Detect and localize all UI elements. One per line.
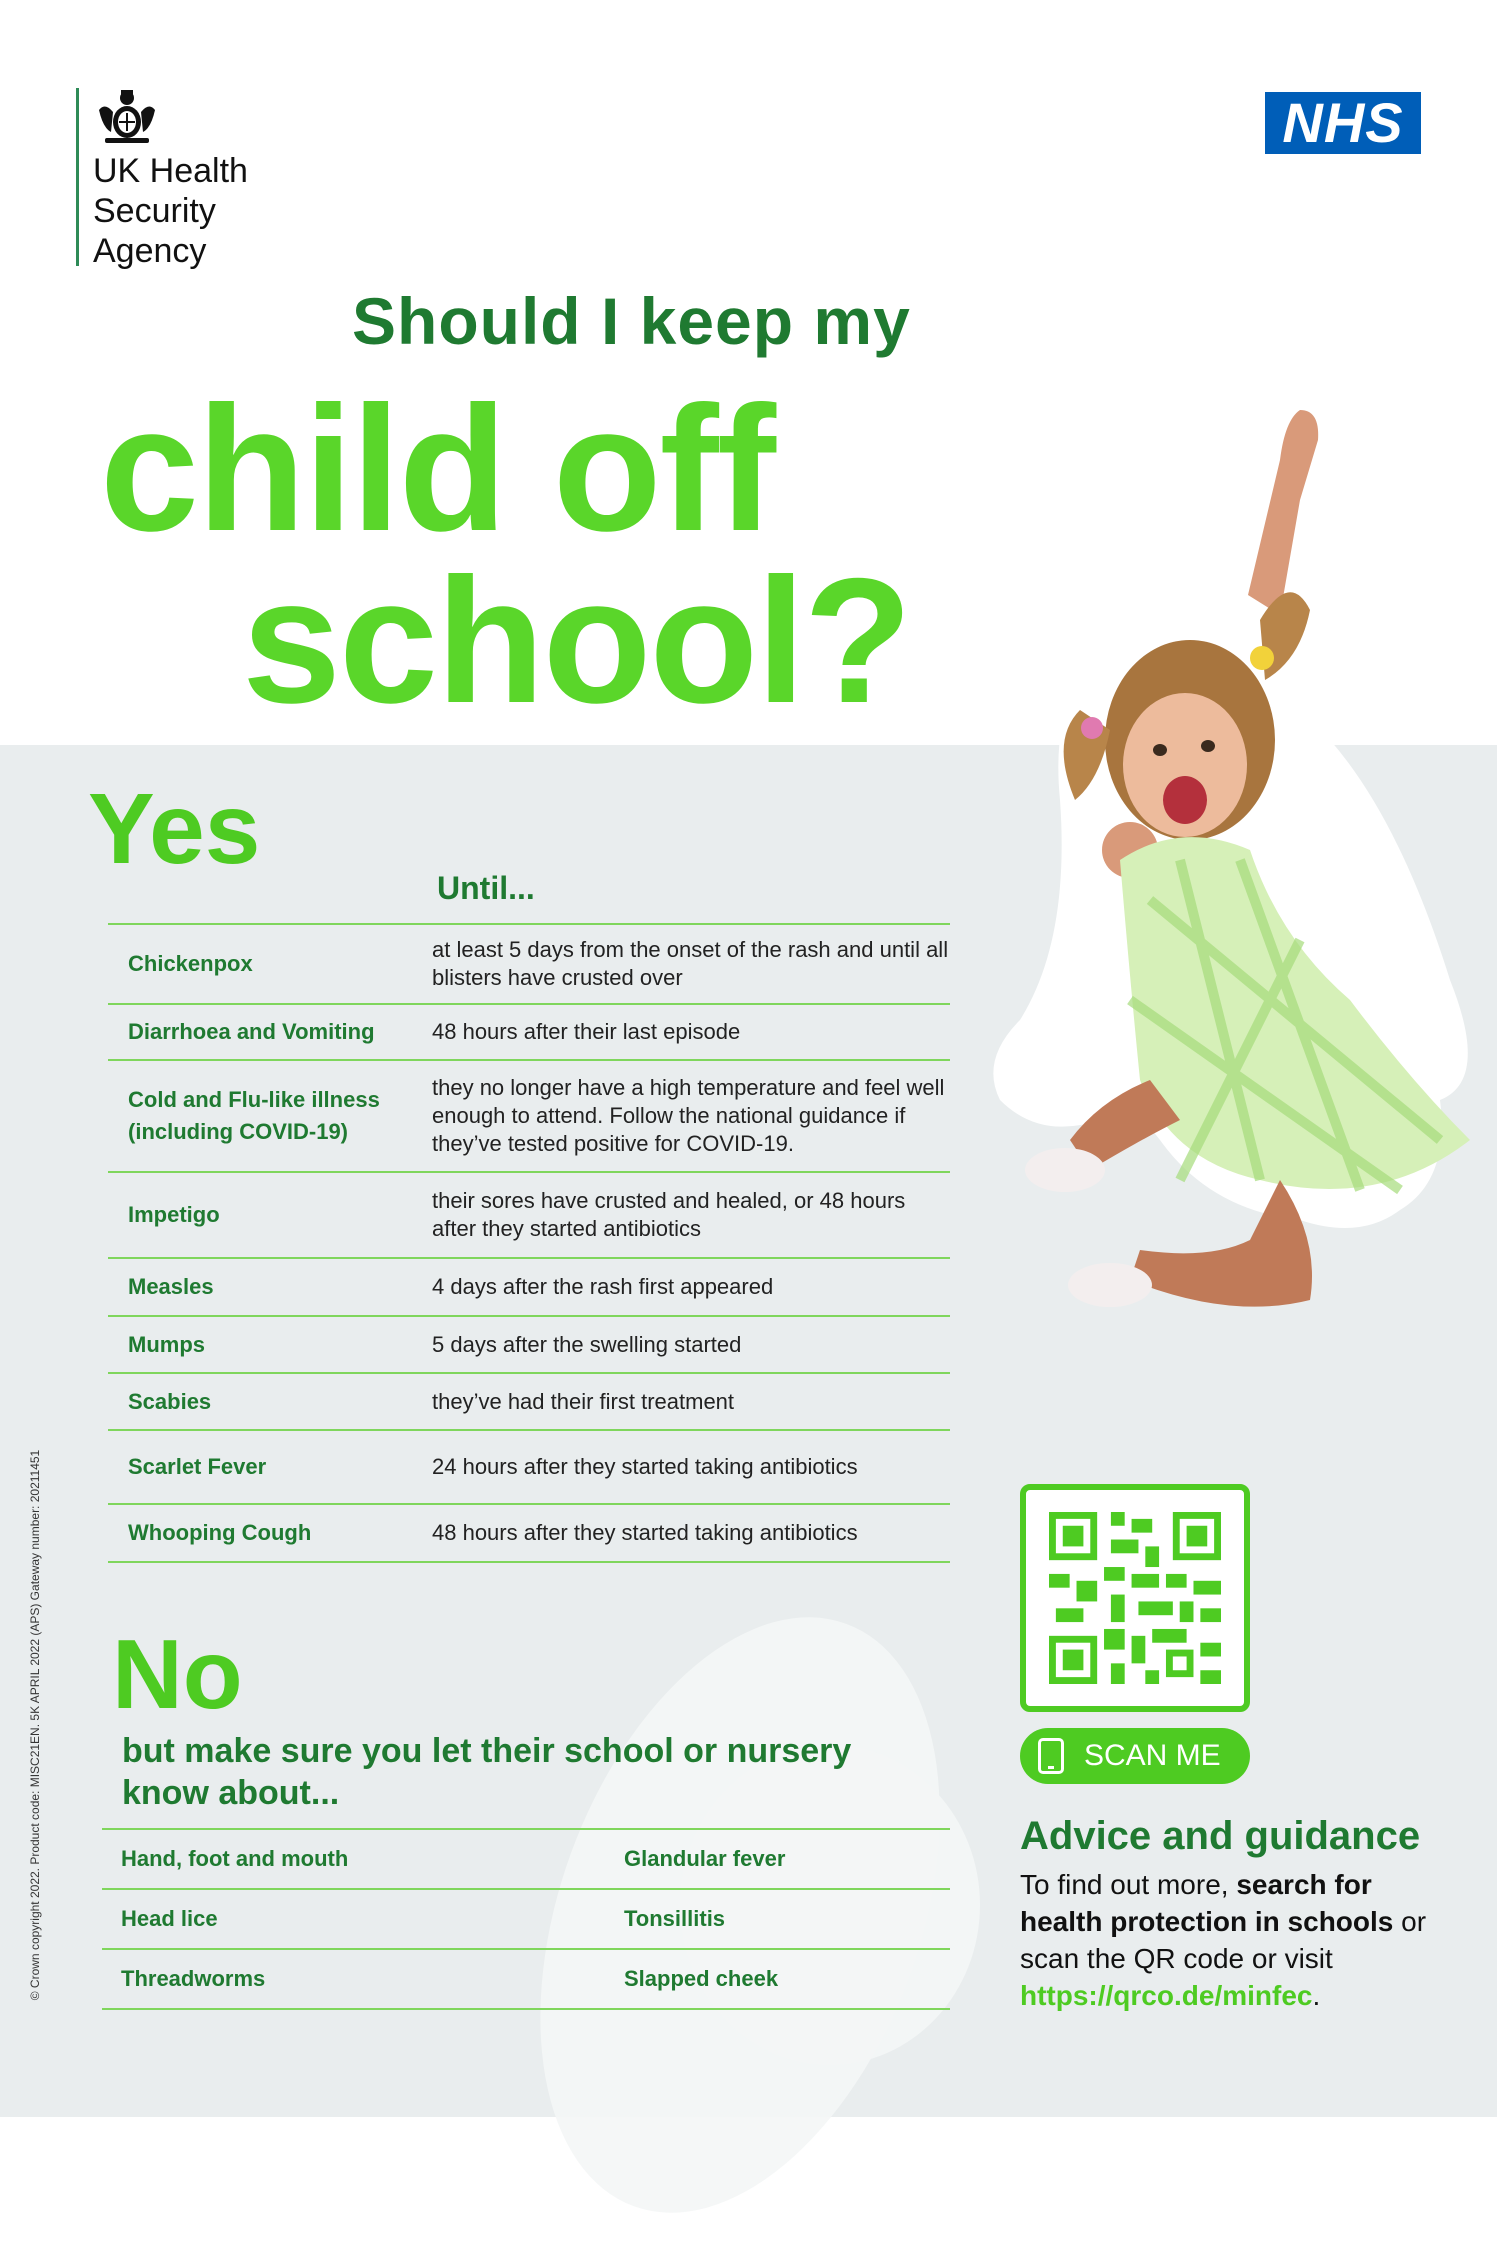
- table-row: [102, 1889, 950, 1949]
- condition-name: Threadworms: [102, 1949, 605, 2009]
- headline-big-line-2: school?: [242, 541, 911, 740]
- condition-name: Impetigo: [108, 1172, 431, 1258]
- table-row: [108, 1504, 950, 1562]
- condition-until: 4 days after the rash first appeared: [431, 1258, 950, 1316]
- condition-name: Tonsillitis: [605, 1889, 950, 1949]
- qr-code[interactable]: [1020, 1484, 1250, 1712]
- condition-name: Cold and Flu-like illness (including COVID-19): [108, 1060, 431, 1172]
- yes-heading: Yes: [88, 773, 261, 885]
- until-heading: Until...: [437, 870, 535, 906]
- nhs-logo: NHS: [1265, 92, 1421, 154]
- jumping-girl-illustration: [980, 380, 1497, 1500]
- table-row: [108, 1316, 950, 1373]
- yes-conditions-table: [108, 923, 950, 1563]
- condition-name: Scabies: [108, 1373, 431, 1430]
- advice-text: [1020, 1866, 1460, 2014]
- condition-name: Scarlet Fever: [108, 1430, 431, 1504]
- condition-until: at least 5 days from the onset of the rash and until all blisters have crusted over: [431, 924, 950, 1004]
- qr-code-icon: [1048, 1512, 1222, 1684]
- condition-name: Whooping Cough: [108, 1504, 431, 1562]
- table-row: [108, 1258, 950, 1316]
- condition-until: their sores have crusted and healed, or 48 hours after they started antibiotics: [431, 1172, 950, 1258]
- copyright-note: [20, 1445, 50, 2005]
- condition-name: Measles: [108, 1258, 431, 1316]
- table-row: [108, 924, 950, 1004]
- condition-until: 48 hours after their last episode: [431, 1004, 950, 1060]
- condition-name: Slapped cheek: [605, 1949, 950, 2009]
- advice-heading: Advice and guidance: [1020, 1814, 1421, 1858]
- no-conditions-table: [102, 1828, 950, 2010]
- headline-question: Should I keep my: [352, 284, 911, 358]
- table-row: [102, 1949, 950, 2009]
- condition-until: they’ve had their first treatment: [431, 1373, 950, 1430]
- condition-name: Glandular fever: [605, 1829, 950, 1889]
- condition-name: Hand, foot and mouth: [102, 1829, 605, 1889]
- no-heading: No: [112, 1619, 243, 1729]
- advice-text-part: To find out more,: [1020, 1869, 1237, 1900]
- condition-until: 48 hours after they started taking antibiotics: [431, 1504, 950, 1562]
- condition-name: Diarrhoea and Vomiting: [108, 1004, 431, 1060]
- royal-crest-icon: [93, 88, 161, 146]
- agency-name-line: UK Health: [93, 152, 248, 190]
- condition-name: Chickenpox: [108, 924, 431, 1004]
- headline-big-line-1: child off: [100, 369, 775, 568]
- advice-search-term: search for health protection in schools: [1020, 1869, 1394, 1937]
- table-row: [102, 1829, 950, 1889]
- advice-link[interactable]: https://qrco.de/minfec: [1020, 1980, 1313, 2011]
- table-row: [108, 1004, 950, 1060]
- condition-until: 24 hours after they started taking antibiotics: [431, 1430, 950, 1504]
- table-row: [108, 1430, 950, 1504]
- advice-text-end: .: [1312, 1980, 1321, 2011]
- copyright-text: © Crown copyright 2022. Product code: MISC21EN. 5K APRIL 2022 (APS) Gateway number: 20211451: [28, 1449, 42, 2001]
- table-row: [108, 1060, 950, 1172]
- table-row: [108, 1172, 950, 1258]
- scan-me-label: SCAN ME: [1084, 1739, 1221, 1772]
- table-row: [108, 1373, 950, 1430]
- advice-text-part: or scan the QR code or visit: [1020, 1906, 1427, 1974]
- no-subheading: but make sure you let their school or nursery know about...: [122, 1732, 852, 1812]
- condition-until: 5 days after the swelling started: [431, 1316, 950, 1373]
- ukhsa-logo: [76, 88, 248, 270]
- agency-name-line: Agency: [93, 232, 207, 270]
- condition-name: Mumps: [108, 1316, 431, 1373]
- condition-name: Head lice: [102, 1889, 605, 1949]
- scan-me-button[interactable]: [1020, 1728, 1250, 1784]
- condition-until: they no longer have a high temperature and feel well enough to attend. Follow the national guidance if they’ve tested positive for COVID-19.: [431, 1060, 950, 1172]
- agency-name-line: Security: [93, 192, 216, 230]
- phone-icon: [1038, 1738, 1064, 1774]
